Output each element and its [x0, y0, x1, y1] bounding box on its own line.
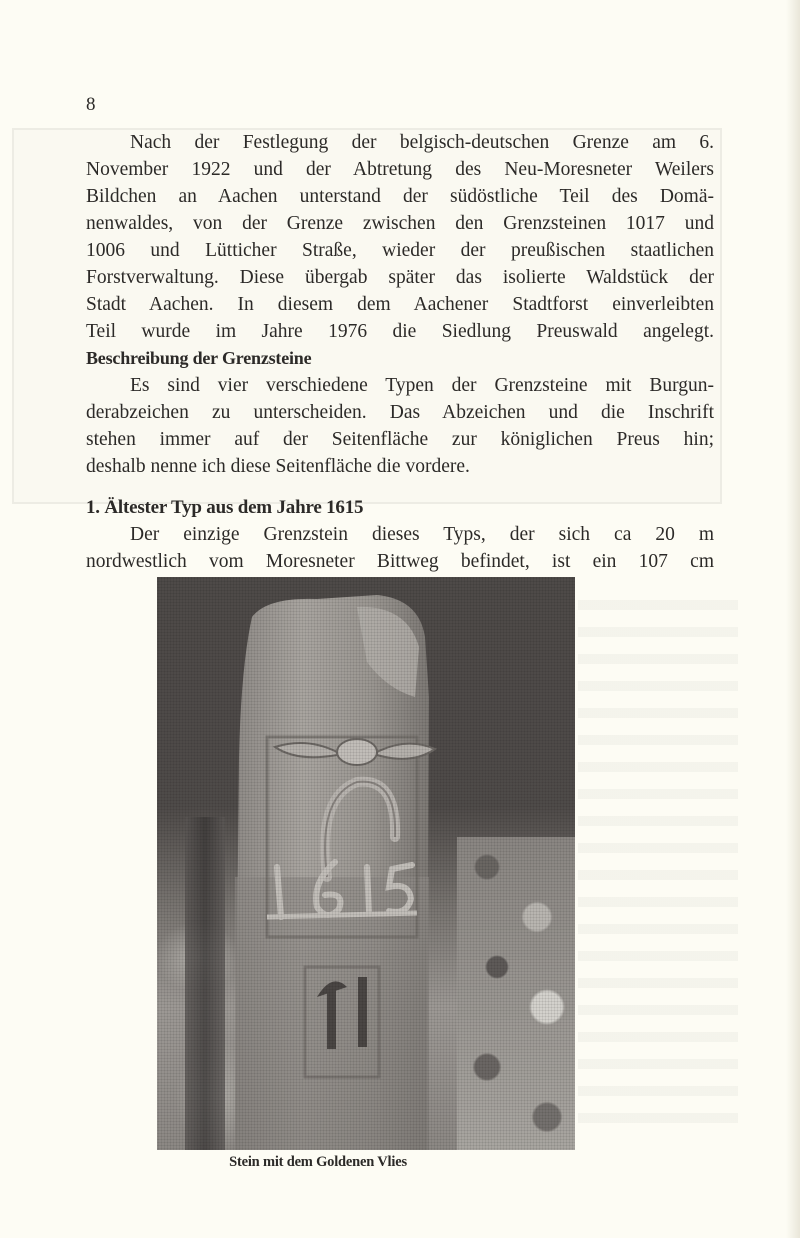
text-line: 1006 und Lütticher Straße, wieder der preußischen staatlichen	[86, 240, 714, 261]
text-line: deshalb nenne ich diese Seitenfläche die vordere.	[86, 456, 470, 477]
text-line: November 1922 und der Abtretung des Neu-Moresneter Weilers	[86, 159, 714, 180]
text-line: Es sind vier verschiedene Typen der Grenzsteine mit Burgun-	[130, 375, 714, 396]
description-paragraph	[86, 372, 714, 480]
text-line: nordwestlich vom Moresneter Bittweg befindet, ist ein 107 cm	[86, 551, 714, 572]
description-section	[86, 345, 714, 480]
reverse-side-text-bleed-through	[578, 600, 738, 1140]
figure-caption: Stein mit dem Goldenen Vlies	[229, 1154, 407, 1170]
text-line: Nach der Festlegung der belgisch-deutschen Grenze am 6.	[130, 132, 714, 153]
text-line: derabzeichen zu unterscheiden. Das Abzeichen und die Inschrift	[86, 402, 714, 423]
section-heading-type1: 1. Ältester Typ aus dem Jahre 1615	[86, 497, 364, 518]
text-line: Bildchen an Aachen unterstand der südöstliche Teil des Domä-	[86, 186, 714, 207]
section-heading-description: Beschreibung der Grenzsteine	[86, 348, 312, 368]
text-line: Der einzige Grenzstein dieses Typs, der sich ca 20 m	[130, 524, 714, 545]
intro-section	[86, 129, 714, 345]
text-line: stehen immer auf der Seitenfläche zur königlichen Preus hin;	[86, 429, 714, 450]
intro-paragraph	[86, 129, 714, 345]
stone-illustration	[157, 577, 575, 1150]
text-line: Stadt Aachen. In diesem dem Aachener Stadtforst einverleibten	[86, 294, 714, 315]
type1-section	[86, 494, 714, 575]
text-line: Forstverwaltung. Diese übergab später das isolierte Waldstück der	[86, 267, 714, 288]
text-line: nenwaldes, von der Grenze zwischen den Grenzsteinen 1017 und	[86, 213, 714, 234]
boundary-stone-photo	[157, 577, 575, 1150]
type1-paragraph	[86, 521, 714, 575]
text-line: Teil wurde im Jahre 1976 die Siedlung Preuswald angelegt.	[86, 321, 714, 342]
page-edge-shadow	[786, 0, 800, 1238]
page-number: 8	[86, 94, 96, 115]
